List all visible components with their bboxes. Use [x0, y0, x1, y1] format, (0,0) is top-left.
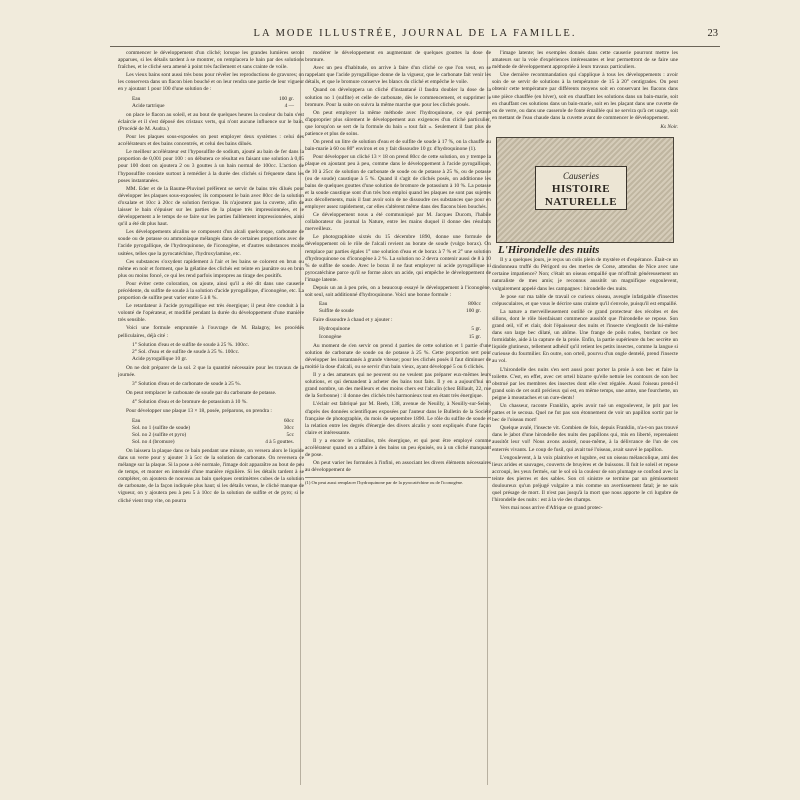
paragraph: Il y a encore le cristallos, très énergique, et qui peut être employé comme accélérateur quand on a affaire à des bains un peu épuisés, ou à un cliché manquant de pose. — [305, 437, 491, 459]
paragraph: Pour développer une plaque 13 × 18, posée, préparons, on prendra : — [126, 408, 272, 415]
formula-label: Sol. no 1 (sulfite de soude) — [132, 424, 191, 431]
vignette-line: HISTOIRE NATURELLE — [544, 183, 618, 209]
paragraph: On peut varier les formules à l'infini, en associant les divers éléments nécessaires au développement de — [305, 460, 491, 474]
formula-value: 100 gr. — [466, 308, 481, 315]
formula-block — [132, 96, 304, 110]
paragraph: on place le flacon au soleil, et au bout de quelques heures la couleur du bain s'est éclaircie et il s'est déposé des cristaux verts, qui n'ont aucune influence sur le bain. (Procédé de M. Audra.) — [118, 111, 304, 132]
paragraph: Un chasseur, raconte Franklin, après avoir tué un engoulevent, le prit par les pattes et le secoua. Quel ne fut pas son étonnement de voir un papillon sortir par le bec de l'oiseau mort! — [492, 403, 678, 424]
paragraph: Pour les plaques sous-exposées on peut employer deux systèmes : celui des accélérateurs et des bains concentrés, et celui des bains dilués. — [118, 134, 304, 148]
formula-value: 4 — — [284, 102, 294, 109]
paragraph: Au moment de s'en servir on prend 4 parties de cette solution et 1 partie d'une solution de carbonate de soude ou de potasse à 25 %. Cette proportion sert pour développer les instantanés à grande vitesse; pour les clichés posés il faut diminuer de moitié la dose d'alcali, ou se servir d'un bain vieux, ayant développé 5 ou 6 clichés. — [305, 342, 491, 370]
solution-line: 3° Solution d'eau et de carbonate de soude à 25 %. — [132, 381, 241, 388]
formula-label: Sol. no 2 (sulfite et pyro) — [132, 431, 187, 438]
formula-value: 60cc — [283, 417, 294, 424]
formula-value: 5cc — [286, 431, 294, 438]
solution-line: 4° Solution d'eau et de bromure de potassium à 10 %. — [132, 399, 248, 406]
paragraph: On peut remplacer le carbonate de soude par du carbonate de potasse. — [126, 390, 277, 397]
column-2 — [305, 50, 491, 790]
paragraph: Pour éviter cette coloration, on ajoute, ainsi qu'il a été dit dans une causerie précédente, du sulfite de soude à la solution d'acide pyrogallique, d'iconogène, etc. La proportion de sulfite peut varier entre 5 à 8 %. — [118, 280, 304, 302]
paragraph: Ce développement nous a été communiqué par M. Jacques Ducom, l'habile collaborateur du journal la Nature, entre les mains duquel il donne des résultats merveilleux. — [305, 212, 491, 233]
column-3 — [492, 50, 678, 790]
paragraph: Avec un peu d'habitude, on arrive à faire d'un cliché ce que l'on veut, en se rappelant que l'acide pyrogallique donne de la vigueur, que le carbonate fait venir les détails, et que le bromure conserve les blancs du cliché et empêche le voile. — [305, 65, 491, 86]
paragraph: Je pose sur ma table de travail ce curieux oiseau, aveugle infatigable d'insectes crépusculaires, et que vous le décrire sans crainte qu'il s'envole, puisqu'il est empaillé. — [492, 293, 678, 307]
paragraph: Depuis un an à peu près, on a beaucoup essayé le développement à l'iconogène, soit seul, soit additionné d'hydroquinone. Voici une bonne formule : — [305, 285, 491, 299]
formula-value: 800cc — [468, 301, 481, 308]
footnote: (1) On peut aussi remplacer l'hydroquinone par de la pyrocatéchine ou de l'iconogène. — [305, 477, 491, 486]
formula-block — [319, 301, 491, 315]
paragraph: Faire dissoudre à chaud et y ajouter : — [313, 317, 393, 324]
paragraph: Pour développer un cliché 13 × 18 on prend 80cc de cette solution, on y trempe la plaque en ajoutant peu à peu, comme dans le développement à l'acide pyrogallique, de 10 à 25cc de solution de carbonate de soude ou de potasse à 25 %, ou de potasse (ou de soude) caustique à 5 %. Quand il s'agit de clichés posés, on additionne les bains de quelques gouttes d'une solution de bromure de potassium à 10 %. La potasse et la soude caustique sont d'un très bon emploi quand les plaques ne sont pas sujettes aux décollements, mais il faut avoir soin de ne dissoudre ces substances que pour en employer assez rapidement, car elles s'altèrent même dans des flacons bien bouchés. — [305, 154, 491, 210]
paragraph: commencer le développement d'un cliché; lorsque les grandes lumières seront apparues, si les détails tardent à se montrer, on remplacera le bain par des solutions fraîches, et le cliché sera amené à point très facilement et sans crainte de voile. — [118, 50, 304, 71]
header-rule — [110, 46, 720, 47]
paragraph: Les vieux bains sont aussi très bons pour révéler les reproductions de gravures; on les conservera dans un flacon bien bouché et on leur rendra une partie de leur vigueur en y ajoutant 1 pour 100 d'une solution de : — [118, 72, 304, 93]
section-vignette-illustration — [496, 137, 674, 243]
paragraph: Ces substances s'oxydent rapidement à l'air et les bains se colorent en brun ou même en noir et forment, que la gélatine des clichés est teinte en jaunâtre ou en brun plus ou moins foncé, ce qui les rend parfois impropres au tirage des positifs. — [118, 258, 304, 279]
paragraph: On ne doit préparer de la sol. 2 que la quantité nécessaire pour les travaux de la journée. — [118, 364, 304, 379]
formula-label: Sol. no 4 (bromure) — [132, 438, 175, 445]
author-signature: Ks Noir. — [660, 123, 678, 130]
paragraph: Il y a quelques jours, je reçus un colis plein de mystère et d'espérance. Était-ce un dindonneau truffé du Périgord ou des merles de Corse, attendus de Nice avec une certaine impatience? Non; c'était un oiseau empaillé que m'offrait généreusement un naturaliste de mes amis; je reconnus aussitôt un magnifique engoulevent, vulgairement appelé dans les campagnes : hirondelle des nuits. — [492, 257, 678, 292]
paragraph: Vers mai nous arrive d'Afrique ce grand protec- — [500, 505, 603, 512]
paragraph: La nature a merveilleusement outillé ce grand protecteur des récoltes et des sillons, dont le rôle bienfaisant commence aussitôt que l'hirondelle se repose. Son grand œil, vif et clair, doit l'épaisseur des nuits et l'insecte s'engloutit de lui-même dans son large bec dilaté, un abîme. Une frange de poils rudes, bordant ce bec formidable, aide à la capture de la proie. Enfin, la partie supérieure du bec secrète un liquide glutineux, tellement adhésif qu'il retient les petits insectes, comme la langue si curieuse du fourmilier. En outre, son orteil, pourvu d'un ongle dentelé, prend l'insecte au vol. — [492, 308, 678, 365]
formula-label: Eau — [132, 417, 141, 424]
paragraph: Une dernière recommandation qui s'applique à tous les développements : avoir soin de se servir de solutions à la température de 15 à 20° centigrades. On peut obtenir cette température par différents moyens soit en conservant les flacons dans une pièce chauffée (en hiver), soit en chauffant les solutions dans un bain-marie, soit en chauffant ces solutions dans un bain-marie, soit en les plaçant dans une cuvette de ou de verre, ou dans une casserole de fonte émaillée qui ne servira qu'à cet usage, soit en mettant de l'eau chaude dans la cuvette avant de commencer le développement. — [492, 72, 678, 121]
formula-value: 100 gr. — [279, 95, 294, 102]
paragraph: l'image latente; les exemples donnés dans cette causerie pourront mettre les amateurs sur la voie d'expériences intéressantes et leur permettront de se faire une méthode de développement appropriée à leurs travaux particuliers. — [492, 50, 678, 71]
solution-line: Acide pyrogallique 10 gr. — [132, 355, 188, 362]
formula-value: 15 gr. — [468, 333, 481, 340]
paragraph: Quelque avalé, l'insecte vit. Combien de fois, depuis Franklin, n'a-t-on pas trouvé dans le jabot d'une hirondelle des nuits des papillons qui, mis en liberté, reprenaient aussitôt leur vol! Nous avons assisté, nous-même, à la délivrance de l'un de ces enterrés vivants. Le coup de fusil, qui avait tué l'oiseau, avait sauvé le papillon. — [492, 425, 678, 453]
paragraph: modérer le développement en augmentant de quelques gouttes la dose de bromure. — [305, 50, 491, 64]
vignette-line: Causeries — [563, 171, 599, 182]
formula-label: Sulfite de soude — [319, 308, 354, 315]
formula-label: Eau — [132, 95, 141, 102]
formula-block — [319, 326, 491, 340]
paragraph: Quand on développera un cliché d'instantané il faudra doubler la dose de la solution no 1 (sulfite) et celle de carbonate, dès le commencement, et supprimer le bromure. Pour la suite on suivra la même marche que pour les clichés posés. — [305, 87, 491, 108]
paragraph: Les développements alcalins se composent d'un alcali quelconque, carbonate de soude ou de potasse ou ammoniaque mélangés dans de certaines proportions avec de l'acide pyrogallique, de l'hydroquinone, de l'iconogène, et d'autres substances moins usitées, telles que la pyrocatéchine, l'hydroxylamine, etc. — [118, 229, 304, 257]
formula-label: Hydroquinone — [319, 326, 351, 333]
paragraph: Voici une formule empruntée à l'ouvrage de M. Balagny, les procédés pelliculaires, déjà cité : — [118, 325, 304, 339]
formula-value: 4 à 5 gouttes. — [265, 438, 294, 445]
page-number: 23 — [707, 28, 718, 39]
paragraph: On peut employer la même méthode avec l'hydroquinone, ce qui permet d'approprier plus sûrement le développement aux exigences d'un cliché particulier, que lorsqu'on se sert de la formule du bain « tout fait ». Seulement il faut plus de patience et plus de soins. — [305, 109, 491, 138]
solution-list — [132, 342, 304, 363]
formula-value: 5 gr. — [471, 326, 481, 333]
paragraph: MM. Eder et de la Baume-Pluvinel préfèrent se servir de bains très dilués pour développer les plaques sous-exposées; ils composent le bain avec 80cc de la solution d'oxalate et 10cc à 20cc de solution ferrique. Ils n'ajoutent pas la cuvette, afin de laisser le bain s'épuiser sur les parties de la plaque très impressionnées, et le développement a le temps de se faire sur les parties faiblement impressionnées, ainsi qu'il a été dit plus haut. — [118, 185, 304, 228]
paragraph: On laissera la plaque dans ce bain pendant une minute, on versera alors le liquide dans un verre pour y ajouter 3 à 5cc de la solution de carbonate. On reversera ce mélange sur la plaque. Si la pose a été normale, l'image doit apparaître au bout de peu de temps, et monter en intensité d'une manière régulière. Si les détails tardent à se compléter, on ajoutera de nouveau au bain quelques centimètres cubes de la solution de carbonate, de la façon indiquée plus haut; si les détails venus, le cliché manque de vigueur, on y ajoutera peu à peu 5 à 10cc de la solution de sulfite et de pyro; si le cliché vient trop vite, on pourra — [118, 447, 304, 504]
formula-block — [132, 418, 304, 446]
vignette-banner — [535, 166, 627, 210]
formula-value: 30cc — [283, 424, 294, 431]
formula-label: Eau — [319, 301, 328, 308]
running-header: LA MODE ILLUSTRÉE, JOURNAL DE LA FAMILLE. — [253, 28, 577, 39]
paragraph: L'engoulevent, à la voix plaintive et lugubre, est un oiseau mélancolique, ami des lieux arides et sauvages, couverts de bruyères et de buissons. Il fuit le soleil et repose accroupi, les yeux fermés, sur le sol où la couleur de son plumage se confond avec la teinte des pierres et des sables. Son cri sinistre se termine par un gémissement douloureux qu'un préjugé vulgaire a mis comme un avertissement fatal; je ne sais quel présage de mort. Il n'est pas jusqu'à la mort que nous apporte le cri lugubre de l'hirondelle des nuits : est à la vie des champs. — [492, 454, 678, 504]
paragraph: L'hirondelle des nuits s'en sert aussi pour porter la proie à son bec et faire la toilette. C'est, en effet, avec cet orteil bizarre qu'elle nettoie les contours de son bec obstrué par les membres des insectes dont elle s'est régalée. Aussi l'oiseau prend-il grand soin de cet outil précieux qui est, en même temps, une arme, une fourchette, un peigne à moustaches et un cure-dents! — [492, 366, 678, 401]
paragraph: Il y a des amateurs qui ne peuvent ou ne veulent pas préparer eux-mêmes leurs solutions, et qui demandent à acheter des bains tout faits. Il y en a aujourd'hui un grand nombre, un des meilleurs et des moins chers est l'alcalin (chez Billault, 22, rue de la Sorbonne) : il donne des clichés très harmonieux tout en étant très énergique. — [305, 372, 491, 400]
solution-line: 2° Sol. d'eau et de sulfite de soude à 25 %. 100cc. — [132, 348, 240, 355]
solution-line: 1° Solution d'eau et de sulfite de soude à 25 %. 100cc. — [132, 341, 250, 348]
paragraph: L'éclair est fabriqué par M. Reeb, 138, avenue de Neuilly, à Neuilly-sur-Seine, d'après des données scientifiques exposées par l'auteur dans le Bulletin de la Société française de photographie, du mois de septembre 1890. Le rôle du sulfite de soude et la relation entre les degrés d'énergie des divers alcalis y sont expliqués d'une façon claire et intéressante. — [305, 401, 491, 436]
formula-label: Acide tartrique — [132, 102, 165, 109]
column-1 — [118, 50, 304, 790]
paragraph: Le photographiste sixtés du 15 décembre 1890, donne une formule de développement où le rôle de l'alcali revient au borate de soude (vulgo borax). On remplace par parties égales 1° une solution d'eau et de borax à 7 % et 2° une solution d'hydroquinone ou d'iconogène à 2 %. La solution no 2 devra contenir aussi de 8 à 10 % de sulfite de soude. Avec le borax il ne faut employer ni acide pyrogallique ni pyrocatéchine parce qu'il se forme alors un acide, qui empêche le développement de l'image latente. — [305, 234, 491, 283]
paragraph: Le meilleur accélérateur est l'hyposulfite de sodium, ajouté au bain de fer dans la proportion de 0,001 pour 100 : on débutera ce résultat en faisant une solution à 0,05 pour 100 dont on ajoutera 2 ou 3 gouttes à un bain normal de 100cc. L'action de l'hyposulfite consiste surtout à remédier à la durée des clichés si fréquente dans les poses instantanées. — [118, 149, 304, 184]
paragraph: On prend un litre de solution d'eau et de sulfite de soude à 17 %, on la chauffe au bain-marie à 60 ou 80° environ et on y fait dissoudre 10 gr. d'hydroquinone (1). — [305, 139, 491, 153]
paragraph: Le retardateur à l'acide pyrogallique est très énergique; il peut être conduit à la volonté de l'opérateur, et modifié pendant la durée du développement d'une manière très sensible. — [118, 303, 304, 324]
article-title: L'Hirondelle des nuits — [498, 244, 600, 257]
formula-label: Iconogène — [319, 333, 342, 340]
